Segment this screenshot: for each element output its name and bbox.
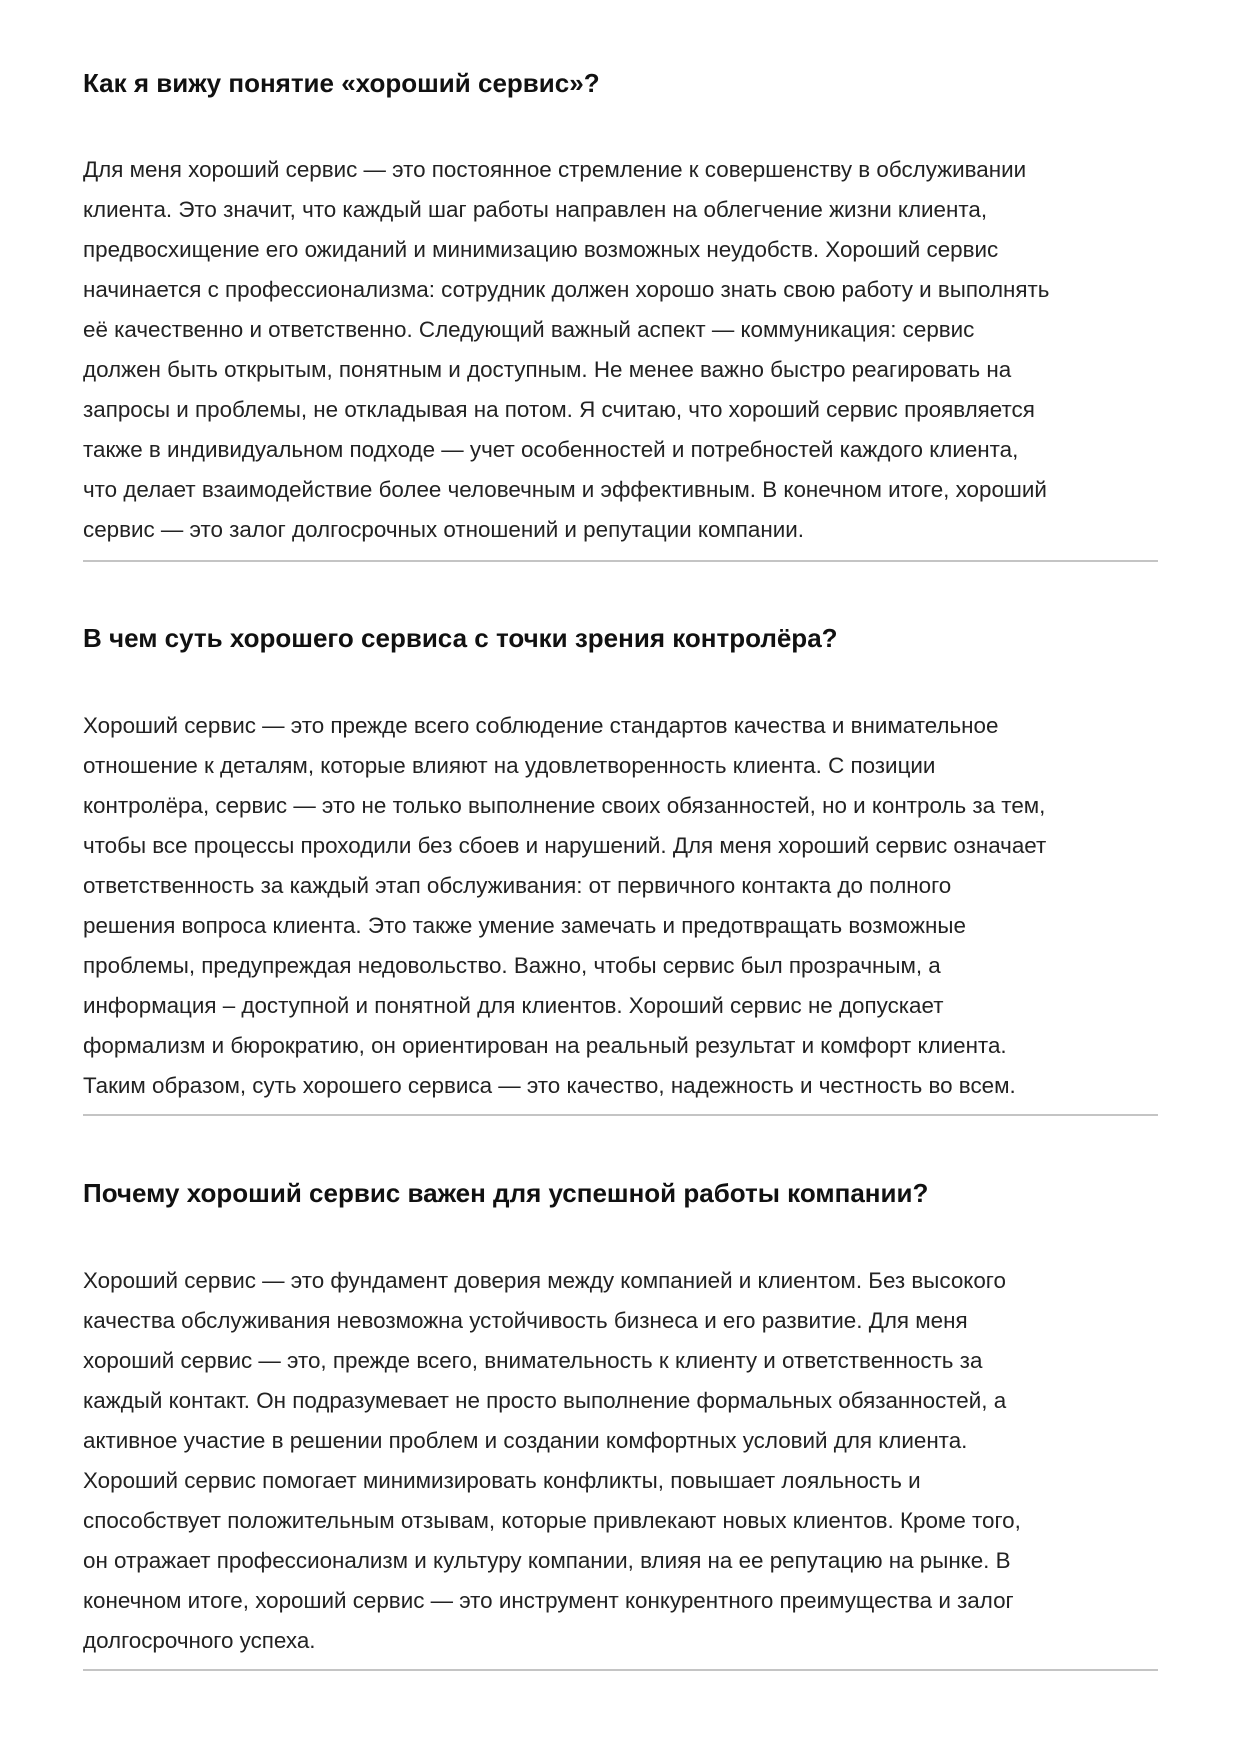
paragraph-line: что делает взаимодействие более человечным и эффективным. В конечном итоге, хороший bbox=[83, 477, 1047, 502]
paragraph-line: Таким образом, суть хорошего сервиса — это качество, надежность и честность во всем. bbox=[83, 1073, 1016, 1098]
paragraph-line: долгосрочного успеха. bbox=[83, 1628, 316, 1653]
paragraph-line: контролёра, сервис — это не только выполнение своих обязанностей, но и контроль за тем, bbox=[83, 793, 1046, 818]
paragraph-line: ответственность за каждый этап обслуживания: от первичного контакта до полного bbox=[83, 873, 952, 898]
paragraph-line: чтобы все процессы проходили без сбоев и нарушений. Для меня хороший сервис означает bbox=[83, 833, 1047, 858]
paragraph-line: каждый контакт. Он подразумевает не просто выполнение формальных обязанностей, а bbox=[83, 1388, 1007, 1413]
section-heading: Почему хороший сервис важен для успешной работы компании? bbox=[83, 1178, 929, 1208]
paragraph-line: сервис — это залог долгосрочных отношений и репутации компании. bbox=[83, 517, 804, 542]
section-good-service-view bbox=[83, 66, 1158, 550]
section-divider bbox=[83, 1114, 1158, 1116]
paragraph-line: отношение к деталям, которые влияют на удовлетворенность клиента. С позиции bbox=[83, 753, 936, 778]
paragraph-line: Хороший сервис — это прежде всего соблюдение стандартов качества и внимательное bbox=[83, 713, 999, 738]
section-paragraph bbox=[83, 150, 1158, 550]
paragraph-line: также в индивидуальном подходе — учет особенностей и потребностей каждого клиента, bbox=[83, 437, 1019, 462]
paragraph-line: информация – доступной и понятной для клиентов. Хороший сервис не допускает bbox=[83, 993, 944, 1018]
paragraph-line: клиента. Это значит, что каждый шаг работы направлен на облегчение жизни клиента, bbox=[83, 197, 988, 222]
paragraph-line: проблемы, предупреждая недовольство. Важно, чтобы сервис был прозрачным, а bbox=[83, 953, 941, 978]
section-paragraph bbox=[83, 1261, 1158, 1661]
paragraph-line: её качественно и ответственно. Следующий важный аспект — коммуникация: сервис bbox=[83, 317, 975, 342]
paragraph-line: он отражает профессионализм и культуру компании, влияя на ее репутацию на рынке. В bbox=[83, 1548, 1011, 1573]
paragraph-line: запросы и проблемы, не откладывая на потом. Я считаю, что хороший сервис проявляется bbox=[83, 397, 1035, 422]
paragraph-line: должен быть открытым, понятным и доступным. Не менее важно быстро реагировать на bbox=[83, 357, 1012, 382]
paragraph-line: качества обслуживания невозможна устойчивость бизнеса и его развитие. Для меня bbox=[83, 1308, 968, 1333]
paragraph-line: Для меня хороший сервис — это постоянное стремление к совершенству в обслуживании bbox=[83, 157, 1027, 182]
paragraph-line: активное участие в решении проблем и создании комфортных условий для клиента. bbox=[83, 1428, 968, 1453]
paragraph-line: Хороший сервис помогает минимизировать конфликты, повышает лояльность и bbox=[83, 1468, 921, 1493]
paragraph-line: начинается с профессионализма: сотрудник должен хорошо знать свою работу и выполнять bbox=[83, 277, 1050, 302]
paragraph-line: способствует положительным отзывам, которые привлекают новых клиентов. Кроме того, bbox=[83, 1508, 1021, 1533]
section-divider bbox=[83, 560, 1158, 562]
paragraph-line: хороший сервис — это, прежде всего, внимательность к клиенту и ответственность за bbox=[83, 1348, 983, 1373]
paragraph-line: конечном итоге, хороший сервис — это инструмент конкурентного преимущества и залог bbox=[83, 1588, 1014, 1613]
section-controller-view bbox=[83, 621, 1158, 1106]
section-heading: Как я вижу понятие «хороший сервис»? bbox=[83, 68, 600, 98]
section-heading: В чем суть хорошего сервиса с точки зрения контролёра? bbox=[83, 623, 838, 653]
section-service-importance bbox=[83, 1176, 1158, 1661]
paragraph-line: решения вопроса клиента. Это также умение замечать и предотвращать возможные bbox=[83, 913, 966, 938]
paragraph-line: Хороший сервис — это фундамент доверия между компанией и клиентом. Без высокого bbox=[83, 1268, 1006, 1293]
paragraph-line: предвосхищение его ожиданий и минимизацию возможных неудобств. Хороший сервис bbox=[83, 237, 999, 262]
section-paragraph bbox=[83, 706, 1158, 1106]
paragraph-line: формализм и бюрократию, он ориентирован на реальный результат и комфорт клиента. bbox=[83, 1033, 1007, 1058]
section-divider bbox=[83, 1669, 1158, 1671]
